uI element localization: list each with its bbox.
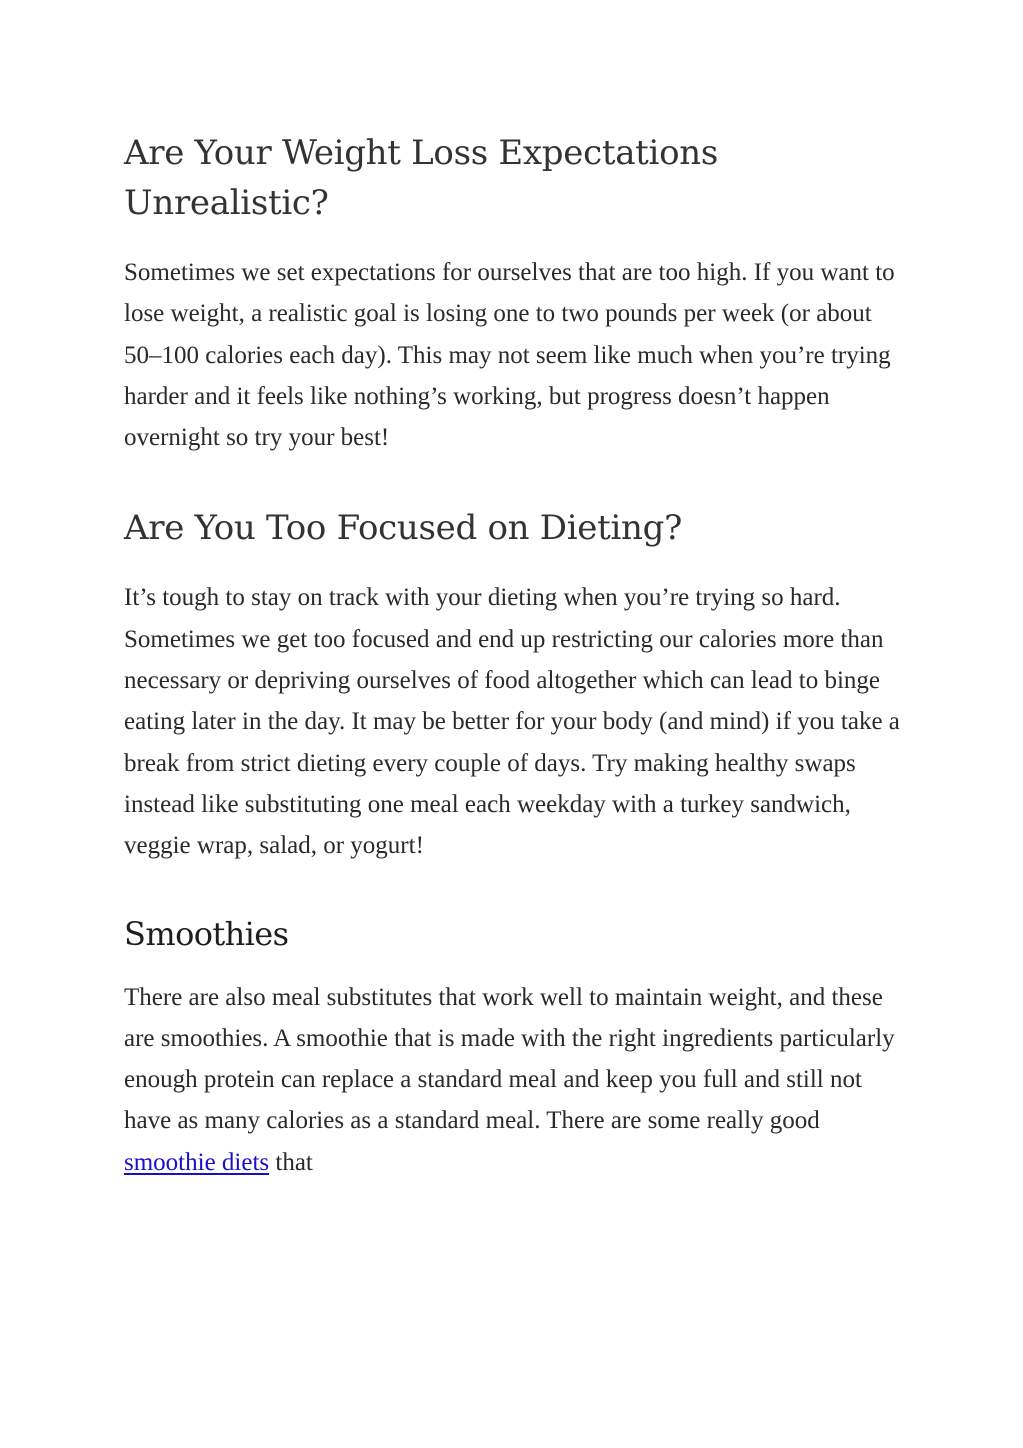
paragraph-smoothies-text: There are also meal substitutes that work well to maintain weight, and these are smoothies. A smoothie that is made with the right ingredients particularly enough protein can replace a standard meal and keep you full and still not have as many calories as a standard meal. There are some really good xyxy=(124,983,895,1135)
document-page xyxy=(124,128,914,1183)
paragraph-expectations: Sometimes we set expectations for ourselves that are too high. If you want to lose weight, a realistic goal is losing one to two pounds per week (or about 50–100 calories each day). This may not seem like much when you’re trying harder and it feels like nothing’s working, but progress doesn’t happen overnight so try your best! xyxy=(124,259,895,452)
paragraph-dieting: It’s tough to stay on track with your dieting when you’re trying so hard. Sometimes we get too focused and end up restricting our calories more than necessary or depriving ourselves of food altogether which can lead to binge eating later in the day. It may be better for your body (and mind) if you take a break from strict dieting every couple of days. Try making healthy swaps instead like substituting one meal each weekday with a turkey sandwich, veggie wrap, salad, or yogurt! xyxy=(124,584,900,860)
paragraph-smoothies-tail: that xyxy=(275,1148,313,1176)
heading-smoothies: Smoothies xyxy=(124,914,289,953)
paragraph-smoothies xyxy=(124,977,914,1183)
smoothie-diets-link[interactable]: smoothie diets xyxy=(124,1148,270,1176)
heading-dieting: Are You Too Focused on Dieting? xyxy=(124,508,683,549)
heading-expectations: Are Your Weight Loss Expectations Unrealistic? xyxy=(124,133,719,223)
